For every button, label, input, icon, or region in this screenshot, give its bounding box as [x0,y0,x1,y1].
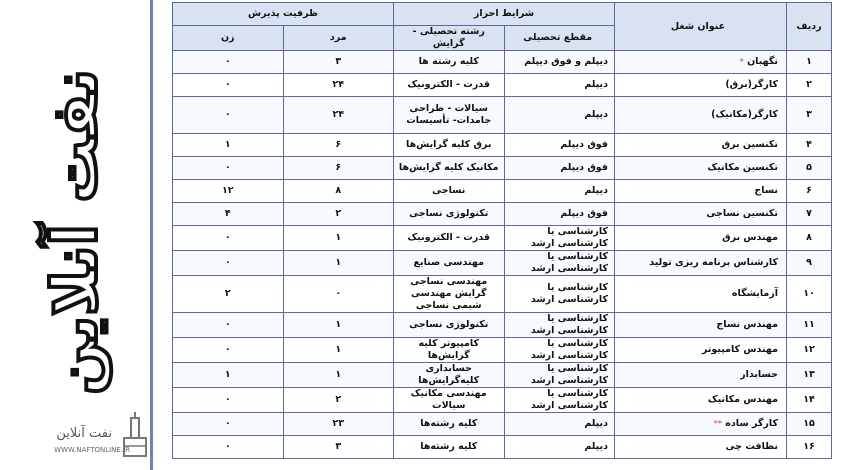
table-row [173,313,832,338]
header-job-title: عنوان شغل [615,3,787,51]
education-level: دیپلم [504,97,615,134]
table-row [173,134,832,157]
header-education-level: مقطع تحصیلی [504,26,615,51]
jobs-table-container [172,2,832,459]
table-row [173,413,832,436]
education-level: دیپلم [504,180,615,203]
row-number: ۱۳ [787,363,832,388]
education-level: کارشناسی یا کارشناسی ارشد [504,226,615,251]
table-row [173,203,832,226]
male-capacity: ۶ [283,134,394,157]
row-number: ۱۴ [787,388,832,413]
field: حسابداری کلیه‌گرایش‌ها [394,363,505,388]
footnote-mark: ** [713,419,722,428]
header-row-no: ردیف [787,3,832,51]
field: مکانیک کلیه گرایش‌ها [394,157,505,180]
job-title: مهندس کامپیوتر [615,338,787,363]
job-title: کارگر(برق) [615,74,787,97]
jobs-table-body [173,51,832,459]
female-capacity: ۴ [173,203,284,226]
female-capacity: ۰ [173,97,284,134]
field: تکنولوژی نساجی [394,313,505,338]
row-number: ۵ [787,157,832,180]
row-number: ۷ [787,203,832,226]
education-level: دیپلم و فوق دیپلم [504,51,615,74]
education-level: کارشناسی یا کارشناسی ارشد [504,313,615,338]
field: برق کلیه گرایش‌ها [394,134,505,157]
field: قدرت - الکترونیک [394,74,505,97]
job-title: مهندس مکانیک [615,388,787,413]
table-row [173,251,832,276]
row-number: ۶ [787,180,832,203]
jobs-table [172,2,832,459]
header-field: رشته تحصیلی - گرایش [394,26,505,51]
male-capacity: ۲۳ [283,413,394,436]
female-capacity: ۰ [173,74,284,97]
job-title: حسابدار [615,363,787,388]
female-capacity: ۰ [173,388,284,413]
table-row [173,74,832,97]
field: کلیه رشته‌ها [394,436,505,459]
table-row [173,388,832,413]
job-title: مهندس نساج [615,313,787,338]
male-capacity: ۲۴ [283,97,394,134]
table-row [173,97,832,134]
male-capacity: ۱ [283,338,394,363]
job-title: تکنسین مکانیک [615,157,787,180]
header-female: زن [173,26,284,51]
row-number: ۸ [787,226,832,251]
field: سیالات - طراحی جامدات- تأسیسات [394,97,505,134]
male-capacity: ۱ [283,251,394,276]
job-title: نگهبان * [615,51,787,74]
male-capacity: ۲ [283,203,394,226]
job-title: نظافت چی [615,436,787,459]
table-row [173,180,832,203]
header-male: مرد [283,26,394,51]
table-row [173,436,832,459]
table-row [173,226,832,251]
education-level: دیپلم [504,74,615,97]
job-title: مهندس برق [615,226,787,251]
field: کلیه رشته‌ها [394,413,505,436]
field: مهندسی نساجی گرایش مهندسی شیمی نساجی [394,276,505,313]
field: قدرت - الکترونیک [394,226,505,251]
education-level: کارشناسی یا کارشناسی ارشد [504,276,615,313]
male-capacity: ۶ [283,157,394,180]
female-capacity: ۰ [173,251,284,276]
education-level: کارشناسی یا کارشناسی ارشد [504,388,615,413]
brand-logo [12,412,152,464]
logo-name: نفت آنلاین [56,426,112,441]
table-row [173,157,832,180]
female-capacity: ۰ [173,157,284,180]
row-number: ۹ [787,251,832,276]
female-capacity: ۰ [173,413,284,436]
education-level: کارشناسی یا کارشناسی ارشد [504,363,615,388]
male-capacity: ۸ [283,180,394,203]
field: مهندسی مکانیک سیالات [394,388,505,413]
education-level: دیپلم [504,436,615,459]
field: کامپیوتر کلیه گرایش‌ها [394,338,505,363]
header-capacity: ظرفیت پذیرش [173,3,394,26]
male-capacity: ۳ [283,51,394,74]
male-capacity: ۲۴ [283,74,394,97]
field: تکنولوژی نساجی [394,203,505,226]
row-number: ۳ [787,97,832,134]
footnote-mark: * [739,57,744,66]
male-capacity: ۱ [283,226,394,251]
logo-url: WWW.NAFTONLINE.IR [54,446,130,454]
female-capacity: ۱ [173,134,284,157]
watermark-panel [0,0,152,470]
male-capacity: ۰ [283,276,394,313]
row-number: ۴ [787,134,832,157]
male-capacity: ۱ [283,363,394,388]
male-capacity: ۲ [283,388,394,413]
female-capacity: ۰ [173,436,284,459]
table-row [173,363,832,388]
education-level: کارشناسی یا کارشناسی ارشد [504,251,615,276]
row-number: ۱۲ [787,338,832,363]
female-capacity: ۰ [173,226,284,251]
row-number: ۱ [787,51,832,74]
row-number: ۲ [787,74,832,97]
job-title: تکنسین برق [615,134,787,157]
education-level: فوق دیپلم [504,203,615,226]
education-level: دیپلم [504,413,615,436]
job-title: تکنسین نساجی [615,203,787,226]
job-title: کارشناس برنامه ریزی تولید [615,251,787,276]
watermark-title: نفت آنلاین [38,69,111,395]
female-capacity: ۰ [173,313,284,338]
male-capacity: ۱ [283,313,394,338]
female-capacity: ۱۲ [173,180,284,203]
job-title: آزمایشگاه [615,276,787,313]
education-level: فوق دیپلم [504,157,615,180]
field: کلیه رشته ها [394,51,505,74]
header-requirements: شرایط احراز [394,3,615,26]
field: نساجی [394,180,505,203]
female-capacity: ۰ [173,338,284,363]
row-number: ۱۰ [787,276,832,313]
job-title: کارگر ساده ** [615,413,787,436]
table-row [173,276,832,313]
education-level: کارشناسی یا کارشناسی ارشد [504,338,615,363]
education-level: فوق دیپلم [504,134,615,157]
job-title: کارگر(مکانیک) [615,97,787,134]
female-capacity: ۱ [173,363,284,388]
female-capacity: ۰ [173,51,284,74]
row-number: ۱۶ [787,436,832,459]
divider [150,0,153,470]
row-number: ۱۱ [787,313,832,338]
female-capacity: ۲ [173,276,284,313]
row-number: ۱۵ [787,413,832,436]
male-capacity: ۳ [283,436,394,459]
field: مهندسی صنایع [394,251,505,276]
table-row [173,51,832,74]
job-title: نساج [615,180,787,203]
table-row [173,338,832,363]
